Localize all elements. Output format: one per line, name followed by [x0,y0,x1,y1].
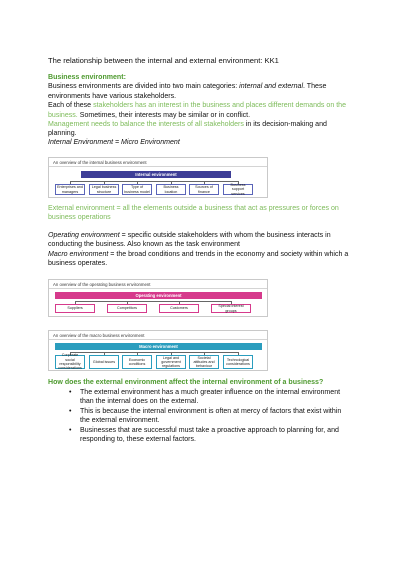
paragraph-stakeholders [48,101,353,120]
paragraph-management [48,120,353,139]
diagram-title: An overview of the operating business environment [49,280,267,289]
term-span: Operating environment [48,232,120,239]
operating-box-special-interest: Special interest groups [211,304,251,313]
connector-line [70,352,238,353]
text-span: Business environments are divided into two main categories: [48,83,240,91]
operating-box-customers: Customers [159,304,199,313]
text-span: = the broad conditions and trends in the economy and society within which a business operates. [48,251,349,268]
paragraph-categories [48,82,353,101]
operating-box-suppliers: Suppliers [55,304,95,313]
text-span: Each of these [48,102,94,110]
text-span: = specific outside stakeholders with whom the business interacts in conducting the business. Also known as the task environment [48,232,331,249]
operating-environment-bar: Operating environment [55,292,262,299]
highlight-span: Management needs to balance the interests of all stakeholders [48,121,244,129]
highlight-span: stakeholders has an interest in the business and places different demands on the business. [48,102,347,119]
business-environment-section [48,73,353,139]
bullet-text: The external environment has a much greater influence on the internal environment than the internal does on the external. [80,389,341,406]
bullet-text: This is because the internal environment is often at mercy of factors that exist within the external environment. [80,407,342,425]
macro-environment-bar: Macro environment [55,343,262,350]
bullet-list [69,388,350,444]
business-environment-heading: Business environment: [48,74,126,81]
emphasis-span: internal and external [239,83,304,91]
macro-box-technological: Technological considerations [223,355,253,369]
internal-environment-bar: Internal environment [81,171,231,178]
bullet-icon: • [69,426,72,434]
connector-line [75,301,231,302]
macro-box-legal: Legal and government regulations [156,355,186,369]
internal-environment-equation: Internal Environment = Micro Environment [48,139,180,146]
macro-box-csr: Corporate social responsibility considerations [55,355,85,369]
bullet-item [69,407,350,426]
internal-box-location: Business location [156,184,186,195]
diagram-title: An overview of the internal business environment [49,158,267,167]
operating-box-competitors: Competitors [107,304,147,313]
document-title: The relationship between the internal and external environment: KK1 [48,56,279,65]
macro-box-economic: Economic conditions [122,355,152,369]
bullet-icon: • [69,407,72,415]
diagram-title: An overview of the macro business environment [49,331,267,340]
macro-environment-diagram [48,330,268,371]
text-span: in its decision-making and planning. [48,121,327,138]
bullet-item [69,426,350,445]
macro-environment-definition [48,250,353,269]
operating-environment-diagram [48,279,268,317]
text-span: Sometimes, their interests may be similar or in conflict. [77,111,251,119]
internal-box-support-services: Business support services [223,184,253,195]
macro-box-societal: Societal attitudes and behaviour [189,355,219,369]
connector-line [70,181,238,182]
operating-environment-definition [48,231,353,250]
internal-box-finance: Sources of finance [189,184,219,195]
term-span: Macro environment [48,251,109,258]
bullet-icon: • [69,389,72,396]
internal-environment-diagram [48,157,268,198]
macro-box-global-issues: Global issues [89,355,119,369]
internal-box-legal-structure: Legal business structure [89,184,119,195]
bullet-text: Businesses that are successful must take a proactive approach to planning for, and responding to, these external factors. [80,426,339,444]
bullet-item [69,388,350,407]
text-span: . These environments have various stakeholders. [48,83,327,100]
internal-box-business-model: Type of business model [122,184,152,195]
question-heading: How does the external environment affect the internal environment of a business? [48,379,324,386]
internal-box-enterprises: Enterprises and managers [55,184,85,195]
external-environment-definition: External environment = all the elements outside a business that act as pressures or forces on business operations [48,205,339,222]
